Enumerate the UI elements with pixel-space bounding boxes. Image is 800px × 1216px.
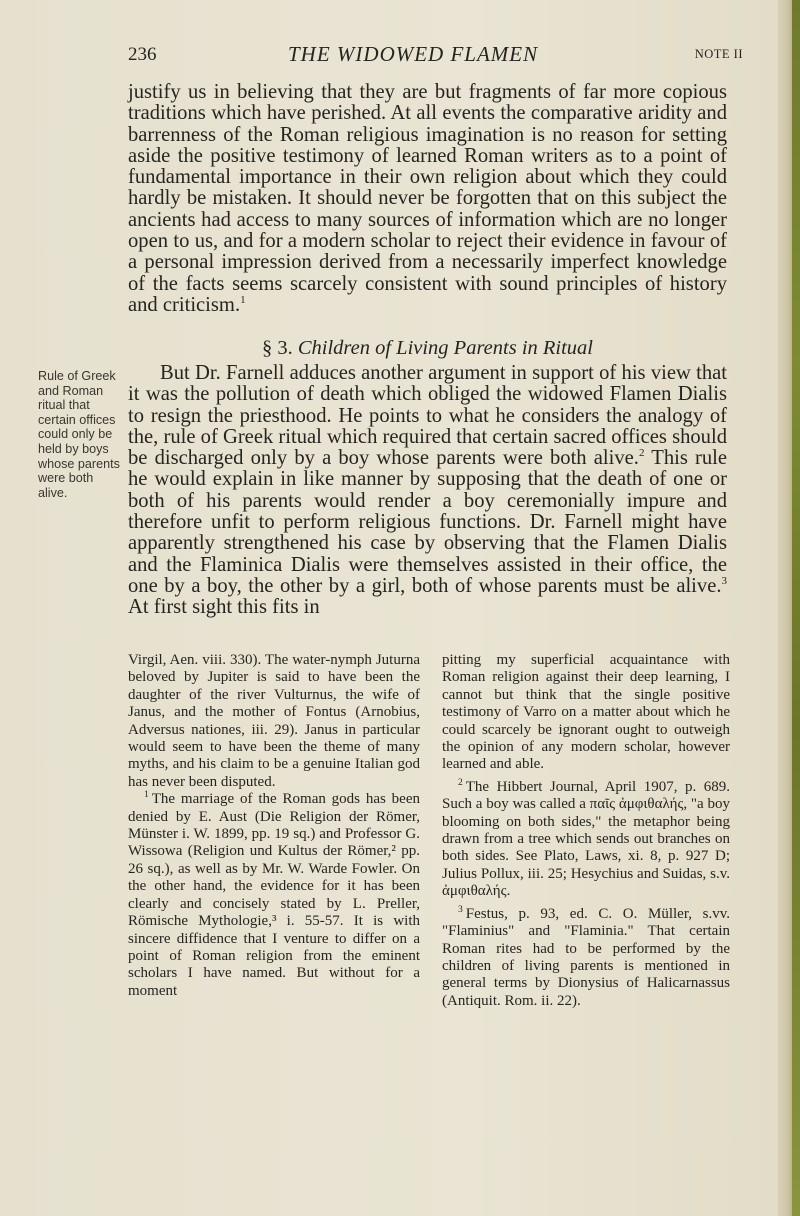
footnote-1-number: 1 <box>144 790 149 801</box>
footnotes-left-column <box>128 652 420 1000</box>
footnote-2-text: The Hibbert Journal, April 1907, p. 689. Such a boy was called a παῖς ἀμφιθαλής, "a boy blooming on both sides," the metaphor being drawn from a tree which sends out branches on both sides. See Plato, Laws, xi. 8, p. 927 D; Julius Pollux, iii. 25; Hesychius and Suidas, s.v. ἀμφιθαλής. <box>442 778 730 900</box>
body-paragraph-1 <box>128 82 727 316</box>
footnote-1-text: The marriage of the Roman gods has been denied by E. Aust (Die Religion der Römer, Münster i. W. 1899, pp. 19 sq.) and Professor G. Wissowa (Religion und Kultus der Römer,² pp. 26 sq.), as well as by Mr. W. Warde Fowler. On the other hand, the evidence for it has been clearly and concisely stated by L. Preller, Römische Mythologie,³ i. 55-57. It is with sincere diffidence that I venture to differ on a point of Roman religion from the eminent scholars I have named. But without for a moment <box>128 791 420 999</box>
body-paragraph-2-part-c: At first sight this fits in <box>128 596 320 619</box>
body-paragraph-2 <box>128 363 727 619</box>
footnote-ref-2: 2 <box>638 447 645 460</box>
body-paragraph-2-part-a: But Dr. Farnell adduces another argument in support of his view that it was the pollution of death which obliged the widowed Flamen Dialis to resign the priesthood. He points to what he considers the analogy of the, rule of Greek ritual which required that certain sacred offices should be discharged only by a boy whose parents were both alive. <box>128 362 727 470</box>
margin-note: Rule of Greek and Roman ritual that certain offices could only be held by boys whose parents were both alive. <box>38 369 120 500</box>
footnote-2 <box>442 779 730 901</box>
footnote-continued-left: Virgil, Aen. viii. 330). The water-nymph Juturna beloved by Jupiter is said to have been the daughter of the river Vulturnus, the wife of Janus, and the mother of Fontus (Arnobius, Adversus nationes, iii. 29). Janus in particular would seem to have been the theme of many myths, and his claim to be a genuine Italian god has never been disputed. <box>128 652 420 790</box>
section-number: § 3. <box>261 337 293 359</box>
book-cover-edge <box>792 0 800 1216</box>
body-paragraph-1-text: justify us in believing that they are but fragments of far more copious traditions which have perished. At all events the comparative aridity and barrenness of the Roman religious imagination is no reason for setting aside the positive testimony of learned Roman writers as to a point of fundamental importance in their own religion about which they could hardly be mistaken. It should never be forgotten that on this subject the ancients had access to many sources of information which are no longer open to us, and for a modern scholar to reject their evidence in favour of a personal impression derived from a necessarily imperfect knowledge of the facts seems scarcely consistent with sound principles of history and criticism. <box>128 81 727 316</box>
section-heading <box>128 336 727 360</box>
footnotes-right-column <box>442 652 730 1010</box>
running-title: THE WIDOWED FLAMEN <box>288 42 539 66</box>
page-number: 236 <box>128 44 157 65</box>
footnote-3-text: Festus, p. 93, ed. C. O. Müller, s.vv. "Flaminius" and "Flaminia." That certain Roman rites had to be performed by the children of living parents is mentioned in general terms by Dionysius of Halicarnassus (Antiquit. Rom. ii. 22). <box>442 905 730 1009</box>
footnote-ref-1: 1 <box>240 294 246 307</box>
section-title: Children of Living Parents in Ritual <box>297 337 594 359</box>
note-label: NOTE II <box>694 47 743 61</box>
footnote-3-number: 3 <box>458 904 463 915</box>
footnote-continued-right: pitting my superficial acquaintance with Roman religion against their deep learning, I cannot but think that the single positive testimony of Varro on a matter about which he could scarcely be ignorant ought to outweigh the opinion of any modern scholar, however learned and able. <box>442 652 730 773</box>
footnote-2-number: 2 <box>458 777 463 788</box>
body-paragraph-2-part-b: This rule he would explain in like manner by supposing that the death of one or both of his parents would render a boy ceremonially impure and therefore unfit to perform religious functions. Dr. Farnell might have apparently strengthened his case by observing that the Flamen Dialis and the Flaminica Dialis were themselves assisted in their office, the one by a boy, the other by a girl, both of whose parents must be alive. <box>128 447 728 597</box>
footnote-1 <box>128 791 420 1000</box>
running-head <box>128 42 743 70</box>
footnote-ref-3: 3 <box>721 575 727 588</box>
footnote-3 <box>442 906 730 1010</box>
